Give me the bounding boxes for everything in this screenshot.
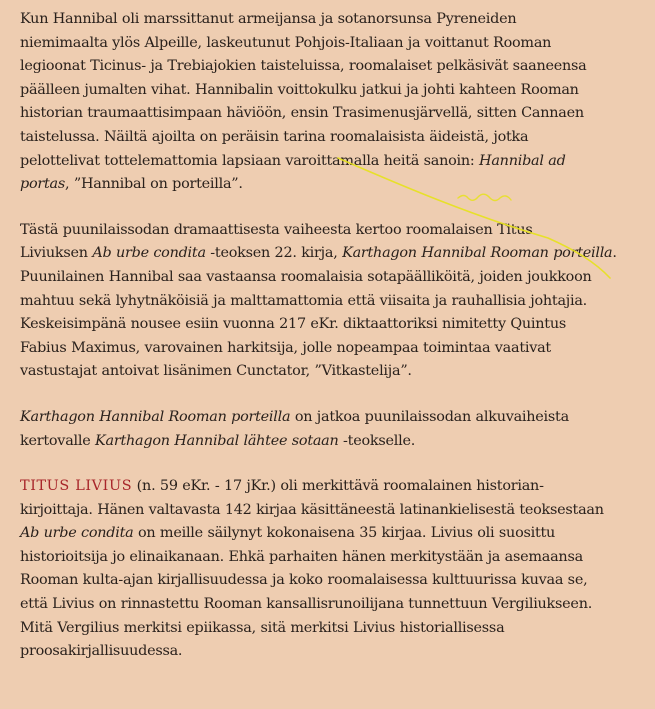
text-line (20, 430, 645, 454)
text-line (20, 242, 645, 266)
work-title: Ab urbe condita (92, 245, 206, 262)
text-line (20, 475, 645, 499)
text-run: on jatkoa puunilaissodan alkuvaiheista (290, 408, 569, 425)
latin-quote: portas (20, 176, 66, 193)
text-run: on meille säilynyt kokonaisena 35 kirjaa. Livius oli suosittu (133, 525, 556, 542)
text-line (20, 522, 645, 546)
text-run: kertovalle (20, 432, 96, 449)
text-run: -teokselle. (338, 432, 416, 449)
text-line (20, 150, 645, 174)
document-page (20, 8, 645, 664)
text-run: pelottelivat tottelemattomia lapsiaan varoittamalla heitä sanoin: (20, 152, 480, 169)
text-line: että Livius on rinnastettu Rooman kansallisrunoilijana tunnettuun Vergiliukseen. (20, 596, 593, 613)
text-line: vastustajat antoivat lisänimen Cunctator, ”Vitkastelija”. (20, 363, 412, 380)
text-line: Keskeisimpänä nousee esiin vuonna 217 eKr. diktaattoriksi nimitetty Quintus (20, 316, 566, 333)
book-title: Karthagon Hannibal Rooman porteilla (342, 245, 613, 262)
text-line: historioitsija jo elinaikanaan. Ehkä parhaiten hänen merkitystään ja asemaansa (20, 548, 583, 565)
text-line (20, 173, 645, 197)
text-line: mahtuu sekä lyhytnäköisiä ja malttamattomia että viisaita ja rauhallisia johtajia. (20, 292, 587, 309)
text-run: . (612, 245, 617, 262)
text-line: Puunilainen Hannibal saa vastaansa roomalaisia sotapäälliköitä, joiden joukkoon (20, 268, 592, 285)
text-run: Liviuksen (20, 245, 93, 262)
text-line: Rooman kulta-ajan kirjallisuudessa ja koko roomalaisessa kulttuurissa kuvaa se, (20, 572, 588, 589)
book-title: Karthagon Hannibal Rooman porteilla (20, 408, 291, 425)
paragraph-book-summary (20, 219, 645, 384)
book-title: Karthagon Hannibal lähtee sotaan (95, 432, 339, 449)
paragraph-hannibal-campaign (20, 8, 645, 197)
text-run: -teoksen 22. kirja, (205, 245, 343, 262)
author-heading: TITUS LIVIUS (20, 478, 133, 495)
paragraph-author-bio (20, 475, 645, 664)
text-line: päälleen jumalten vihat. Hannibalin voittokulku jatkui ja johti kahteen Rooman (20, 81, 579, 98)
text-line: legioonat Ticinus- ja Trebiajokien taisteluissa, roomalaiset pelkäsivät saaneensa (20, 58, 587, 75)
paragraph-series-note (20, 406, 645, 453)
text-line: Mitä Vergilius merkitsi epiikassa, sitä merkitsi Livius historiallisessa (20, 619, 505, 636)
text-run: (n. 59 eKr. - 17 jKr.) oli merkittävä roomalainen historian- (132, 478, 544, 495)
text-line: kirjoittaja. Hänen valtavasta 142 kirjaa käsittäneestä latinankielisestä teoksestaan (20, 501, 604, 518)
text-line: Fabius Maximus, varovainen harkitsija, jolle nopeampaa toimintaa vaativat (20, 339, 551, 356)
text-line: Tästä puunilaissodan dramaattisesta vaiheesta kertoo roomalaisen Titus (20, 221, 533, 238)
text-line: proosakirjallisuudessa. (20, 643, 183, 660)
text-line: historian traumaattisimpaan häviöön, ensin Trasimenusjärvellä, sitten Cannaen (20, 105, 584, 122)
text-line: niemimaalta ylös Alpeille, laskeutunut Pohjois-Italiaan ja voittanut Rooman (20, 34, 552, 51)
text-line (20, 406, 645, 430)
text-run: , ”Hannibal on porteilla”. (65, 176, 243, 193)
text-line: taistelussa. Näiltä ajoilta on peräisin tarina roomalaisista äideistä, jotka (20, 128, 529, 145)
work-title: Ab urbe condita (20, 525, 134, 542)
latin-quote: Hannibal ad (479, 152, 566, 169)
text-line: Kun Hannibal oli marssittanut armeijansa ja sotanorsunsa Pyreneiden (20, 11, 517, 27)
